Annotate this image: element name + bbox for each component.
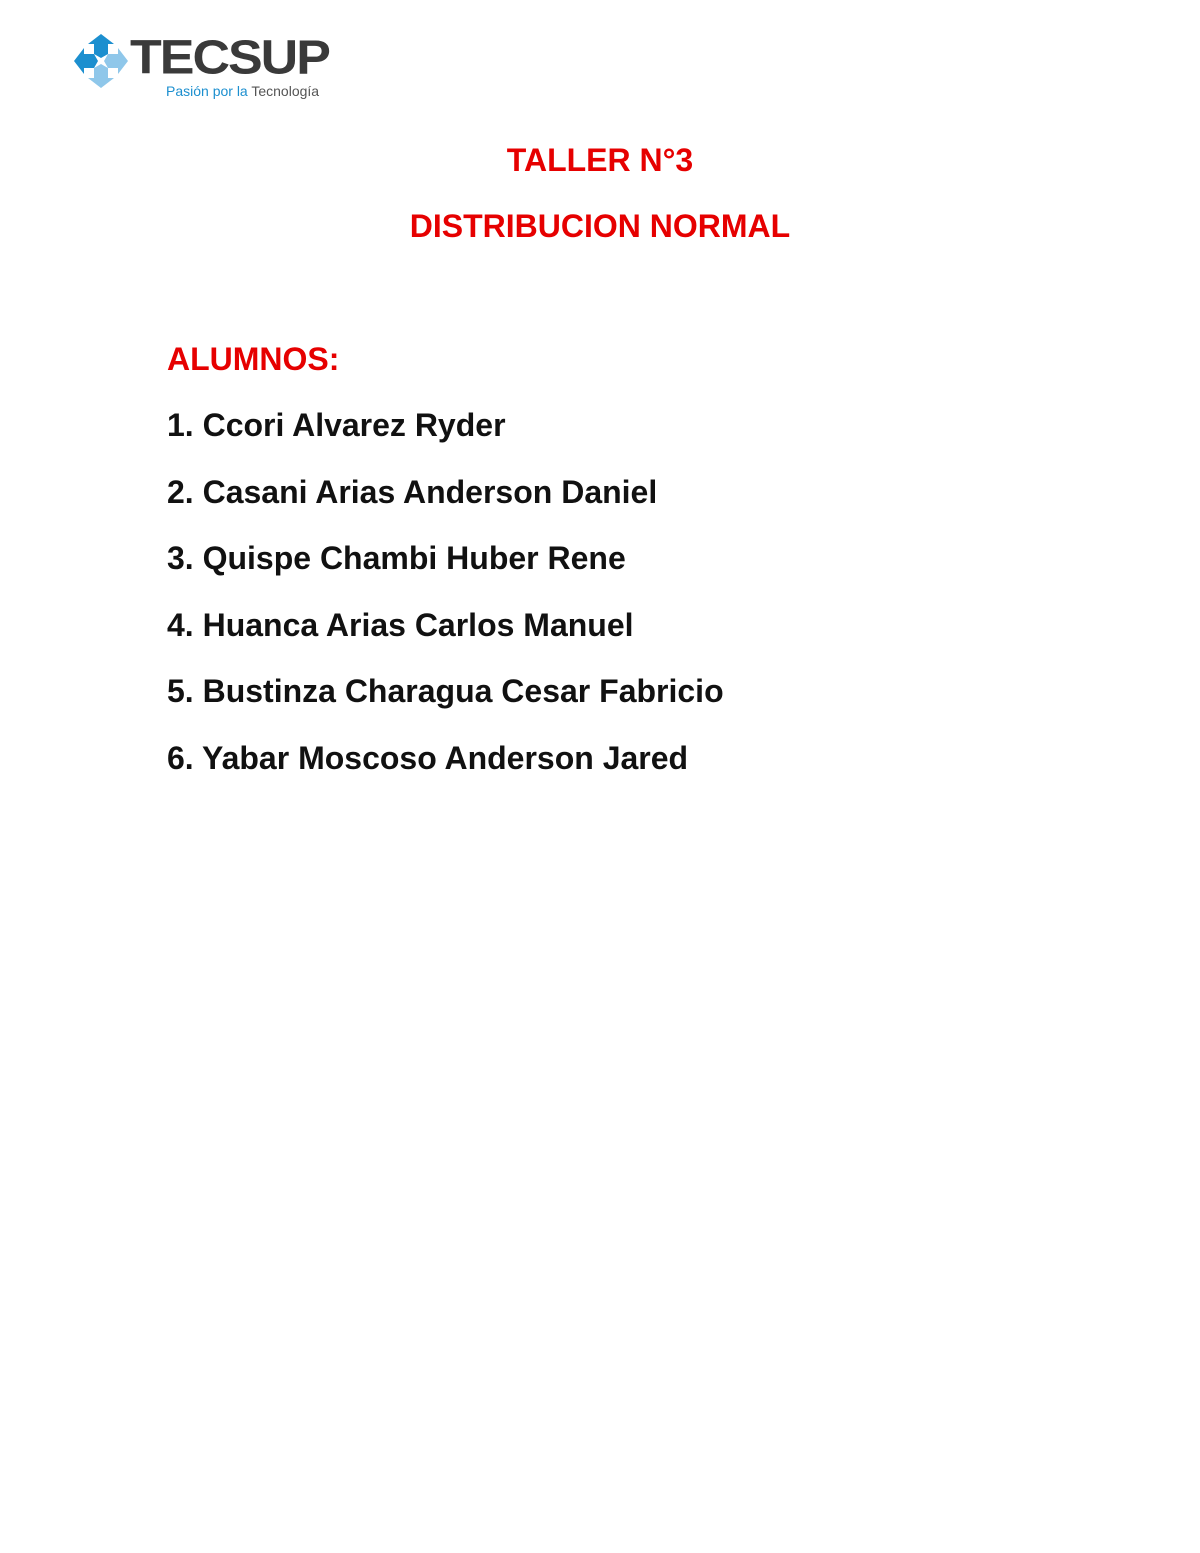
logo-brand-text: TECSUP xyxy=(130,31,329,85)
list-item: 2. Casani Arias Anderson Daniel xyxy=(167,473,658,510)
document-subtitle: DISTRIBUCION NORMAL xyxy=(409,208,791,244)
list-item: 4. Huanca Arias Carlos Manuel xyxy=(167,606,634,643)
list-item: 3. Quispe Chambi Huber Rene xyxy=(167,540,626,576)
tecsup-logo xyxy=(70,28,329,108)
list-item: 5. Bustinza Charagua Cesar Fabricio xyxy=(167,673,724,709)
student-list xyxy=(167,406,724,805)
list-item: 1. Ccori Alvarez Ryder xyxy=(167,407,506,443)
document-title: TALLER N°3 xyxy=(506,142,694,178)
logo-tagline-part2: Tecnología xyxy=(251,83,320,99)
tecsup-arrows-icon xyxy=(70,30,132,92)
logo-tagline xyxy=(166,82,319,100)
students-label: ALUMNOS: xyxy=(167,341,340,377)
list-item: 6. Yabar Moscoso Anderson Jared xyxy=(167,739,689,776)
logo-tagline-part1: Pasión por la xyxy=(166,83,252,99)
